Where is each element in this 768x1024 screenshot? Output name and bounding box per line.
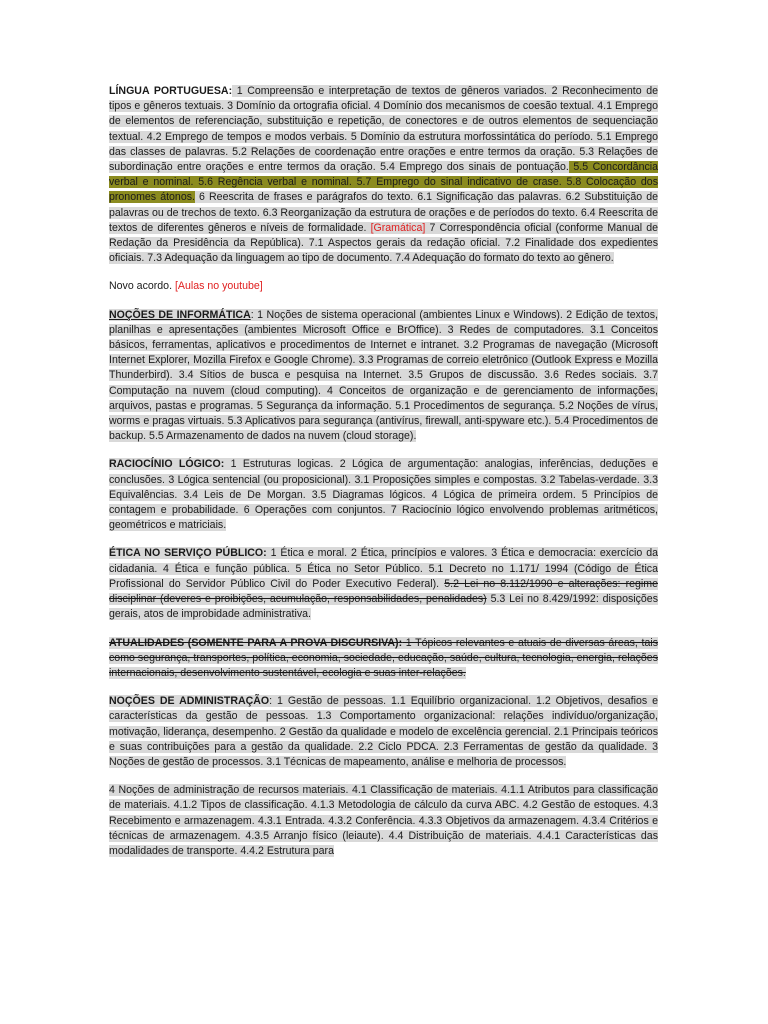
section-heading: ATUALIDADES (SOMENTE PARA A PROVA DISCURSIVA):: [109, 636, 403, 649]
section-body-tail: 5.3 Lei no 8.429/1992: disposições gerais, atos de improbidade administrativa.: [109, 593, 658, 621]
novo-acordo-line: [109, 279, 658, 294]
section-materiais: [109, 783, 658, 859]
section-body: : 1 Noções de sistema operacional (ambientes Linux e Windows). 2 Edição de textos, planilhas e apresentações (ambientes Microsoft Office e BrOffice). 3 Redes de computadores. 3.1 Conceitos básicos, ferramentas, aplicativos e procedimentos de Internet e intranet. 3.2 Programas de navegação (Microsoft Internet Explorer, Mozilla Firefox e Google Chrome). 3.3 Programas de correio eletrônico (Outlook Express e Mozilla Thunderbird). 3.4 Sítios de busca e pesquisa na Internet. 3.5 Grupos de discussão. 3.6 Redes sociais. 3.7 Computação na nuvem (cloud computing). 4 Conceitos de organização e de gerenciamento de informações, arquivos, pastas e programas. 5 Segurança da informação. 5.1 Procedimentos de segurança. 5.2 Noções de vírus, worms e pragas virtuais. 5.3 Aplicativos para segurança (antivírus, firewall, anti-spyware etc.). 5.4 Procedimentos de backup. 5.5 Armazenamento de dados na nuvem (cloud storage).: [109, 308, 658, 443]
highlighted-text: 7 Correspondência oficial (conforme Manual de Redação da Presidência da República). 7.1 Aspectos gerais da redação oficial. 7.2 Finalidade dos expedientes oficiais. 7.3 Adequação da linguagem ao tipo de documento. 7.4 Adequação do formato do texto ao gênero.: [109, 221, 658, 265]
section-lingua-portuguesa: [109, 84, 658, 266]
section-body: 4 Noções de administração de recursos materiais. 4.1 Classificação de materiais. 4.1.1 Atributos para classificação de materiais. 4.1.2 Tipos de classificação. 4.1.3 Metodologia de cálculo da curva ABC. 4.2 Gestão de estoques. 4.3 Recebimento e armazenagem. 4.3.1 Entrada. 4.3.2 Conferência. 4.3.3 Objetivos da armazenagem. 4.3.4 Critérios e técnicas de armazenagem. 4.3.5 Arranjo físico (leiaute). 4.4 Distribuição de materiais. 4.4.1 Características das modalidades de transporte. 4.4.2 Estrutura para: [109, 784, 658, 857]
section-raciocinio-logico: [109, 457, 658, 533]
section-heading: ÉTICA NO SERVIÇO PÚBLICO:: [109, 547, 267, 560]
highlighted-text: 3 Domínio da ortografia oficial. 4 Domínio dos mecanismos de coesão textual. 4.1 Emprego de elementos de referenciação, substituição e repetição, de conectores e de outros elementos de sequenciação textual. 4.2 Emprego de tempos e modos verbais. 5 Domínio da estrutura morfossintática do período. 5.1 Emprego das classes de palavras. 5.2 Relações de coordenação entre orações e entre termos da oração. 5.3 Relações de subordinação entre orações e entre termos da oração. 5.4 Emprego dos sinais de pontuação.: [109, 100, 658, 174]
novo-acordo-text: Novo acordo.: [109, 280, 175, 293]
section-body: 1 Estruturas logicas. 2 Lógica de argumentação: analogias, inferências, deduções e conclusões. 3 Lógica sentencial (ou proposicional). 3.1 Proposições simples e compostas. 3.2 Tabelas-verdade. 3.3 Equivalências. 3.4 Leis de De Morgan. 3.5 Diagramas lógicos. 4 Lógica de primeira ordem. 5 Princípios de contagem e probabilidade. 6 Operações com conjuntos. 7 Raciocínio lógico envolvendo problemas aritméticos, geométricos e matriciais.: [109, 458, 658, 532]
highlighted-text: 6 Reescrita de frases e parágrafos do texto. 6.1 Significação das palavras. 6.2 Substituição de palavras ou de trechos de texto. 6.3 Reorganização da estrutura de orações e de períodos do texto. 6.4 Reescrita de textos de diferentes gêneros e níveis de formalidade.: [109, 191, 658, 234]
gramatica-link[interactable]: [Gramática]: [366, 221, 426, 234]
section-informatica: [109, 308, 658, 445]
highlighted-text: 1 Compreensão e interpretação de textos de gêneros variados. 2 Reconhecimento de tipos e gêneros textuais.: [109, 85, 658, 113]
olive-highlighted-text: 5.5 Concordância verbal e nominal. 5.6 Regência verbal e nominal. 5.7 Emprego do sinal indicativo de crase. 5.8 Colocação dos pronomes átonos.: [109, 161, 658, 204]
section-etica: [109, 546, 658, 622]
aulas-youtube-link[interactable]: [Aulas no youtube]: [174, 280, 263, 293]
struck-text: 5.2 Lei no 8.112/1990 e alterações: regime disciplinar (deveres e proibições, acumulação, responsabilidades, penalidades): [109, 577, 658, 606]
section-administracao: [109, 694, 658, 770]
section-body: : 1 Gestão de pessoas. 1.1 Equilíbrio organizacional. 1.2 Objetivos, desafios e características da gestão de pessoas. 1.3 Comportamento organizacional: relações indivíduo/organização, motivação, liderança, desempenho. 2 Gestão da qualidade e modelo de excelência gerencial. 2.1 Principais teóricos e suas contribuições para a gestão da qualidade. 2.2 Ciclo PDCA. 2.3 Ferramentas de gestão da qualidade. 3 Noções de gestão de processos. 3.1 Técnicas de mapeamento, análise e melhoria de processos.: [109, 695, 658, 768]
section-body: 1 Ética e moral. 2 Ética, princípios e valores. 3 Ética e democracia: exercício da cidadania. 4 Ética e função pública. 5 Ética no Setor Público. 5.1 Decreto no 1.171/ 1994 (Código de Ética Profissional do Servidor Público Civil do Poder Executivo Federal).: [109, 547, 658, 590]
section-heading: NOÇÕES DE ADMINISTRAÇÃO: [109, 695, 270, 708]
section-atualidades: [109, 636, 658, 682]
section-heading: RACIOCÍNIO LÓGICO:: [109, 458, 225, 471]
section-heading: LÍNGUA PORTUGUESA:: [109, 85, 233, 97]
section-heading: NOÇÕES DE INFORMÁTICA: [109, 308, 251, 321]
document-page: [109, 84, 658, 872]
struck-text: 1 Tópicos relevantes e atuais de diversas áreas, tais como segurança, transportes, política, economia, sociedade, educação, saúde, cultura, tecnologia, energia, relações internacionais, desenvolvimento sustentável, ecologia e suas inter-relações.: [109, 636, 659, 679]
